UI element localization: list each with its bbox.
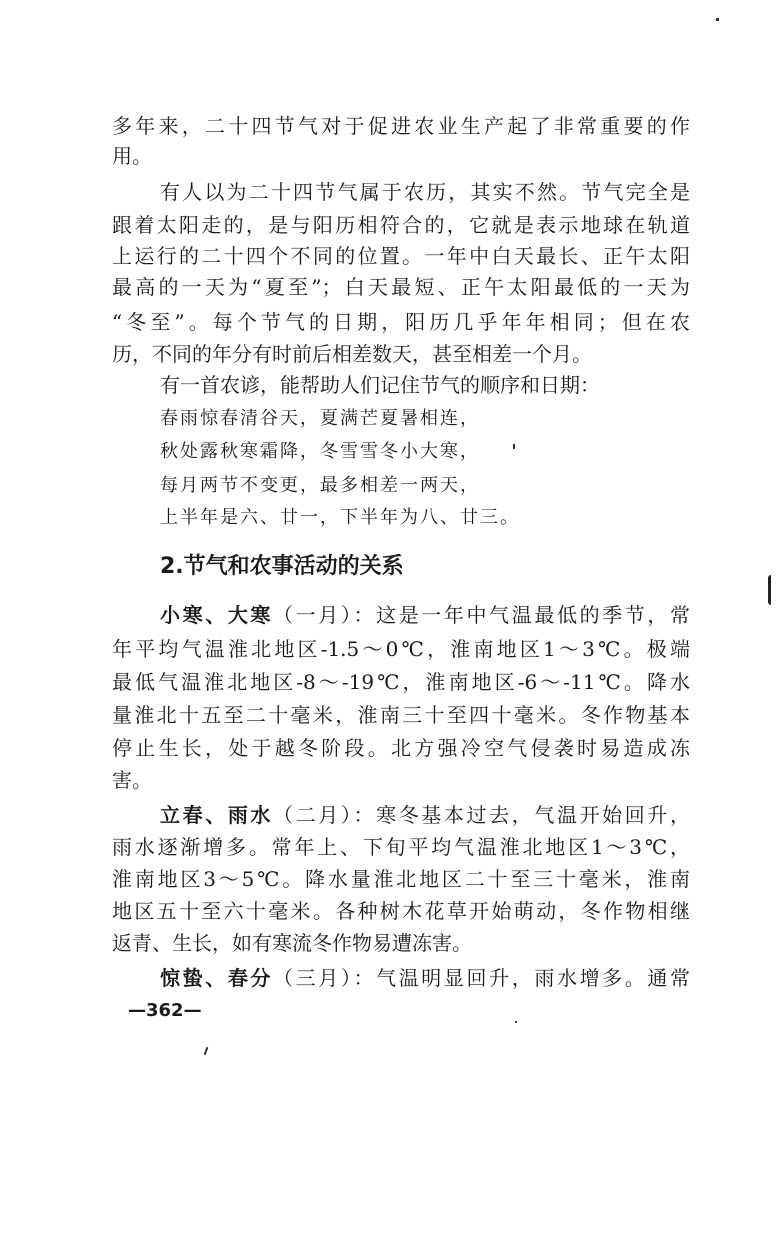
verse-line-2: 秋处露秋寒霜降，冬雪雪冬小大寒， [160,441,480,462]
entry-2-line-4: 地区五十至六十毫米。各种树木花草开始萌动，冬作物相继 [112,899,690,923]
verse-line-3: 每月两节不变更，最多相差一两天， [160,475,480,496]
entry-3-first: （三月）：气温明显回升，雨水增多。通常 [273,966,690,990]
paragraph-2-line-1: 有人以为二十四节气属于农历，其实不然。节气完全是 [160,180,690,204]
verse-line-1: 春雨惊春清谷天，夏满芒夏暑相连， [160,408,480,429]
entry-2-first: （二月）：寒冬基本过去，气温开始回升， [273,803,690,827]
paragraph-2-line-4: 最高的一天为“夏至”；白天最短、正午太阳最低的一天为 [112,275,690,299]
paragraph-2-line-5: “冬至”。每个节气的日期，阳历几乎年年相同；但在农 [112,310,690,334]
entry-1-term: 小寒、大寒 [160,603,274,627]
paragraph-1-line-1: 多年来，二十四节气对于促进农业生产起了非常重要的作 [112,114,690,138]
entry-1-line-1 [160,600,690,630]
entry-1-first: （一月）：这是一年中气温最低的季节，常 [273,603,690,627]
paragraph-2-line-2: 跟着太阳走的，是与阳历相符合的，它就是表示地球在轨道 [112,213,690,237]
entry-2-line-3: 淮南地区3～5℃。降水量淮北地区二十至三十毫米，淮南 [112,867,690,891]
entry-1-line-4: 量淮北十五至二十毫米，淮南三十至四十毫米。冬作物基本 [112,703,690,727]
scan-speck [515,1021,517,1023]
entry-2-term: 立春、雨水 [160,803,274,827]
entry-1-line-3: 最低气温淮北地区-8～-19℃，淮南地区-6～-11℃。降水 [112,670,690,694]
scan-speck [513,444,515,449]
entry-1-line-6: 害。 [112,768,152,792]
verse-line-4: 上半年是六、廿一，下半年为八、廿三。 [160,507,520,528]
paragraph-2-line-3: 上运行的二十四个不同的位置。一年中白天最长、正午太阳 [112,244,690,268]
entry-1-line-2: 年平均气温淮北地区-1.5～0℃，淮南地区1～3℃。极端 [112,637,690,661]
entry-2-line-1 [160,800,690,830]
paragraph-1-line-2: 用。 [112,144,152,168]
entry-1-line-5: 停止生长，处于越冬阶段。北方强冷空气侵袭时易造成冻 [112,736,690,760]
paragraph-3: 有一首农谚，能帮助人们记住节气的顺序和日期： [160,373,600,397]
entry-3-term: 惊蛰、春分 [160,966,274,990]
paragraph-2-line-6: 历，不同的年分有时前后相差数天，甚至相差一个月。 [112,342,592,366]
entry-2-line-2: 雨水逐渐增多。常年上、下旬平均气温淮北地区1～3℃， [112,835,690,859]
scan-speck [716,18,719,21]
page-number: —362— [128,1000,202,1021]
section-heading: 2.节气和农事活动的关系 [160,554,404,579]
entry-2-line-5: 返青、生长，如有寒流冬作物易遭冻害。 [112,931,472,955]
scan-edge-mark [768,575,777,605]
scan-speck [204,1047,209,1055]
entry-3-line-1 [160,963,690,993]
